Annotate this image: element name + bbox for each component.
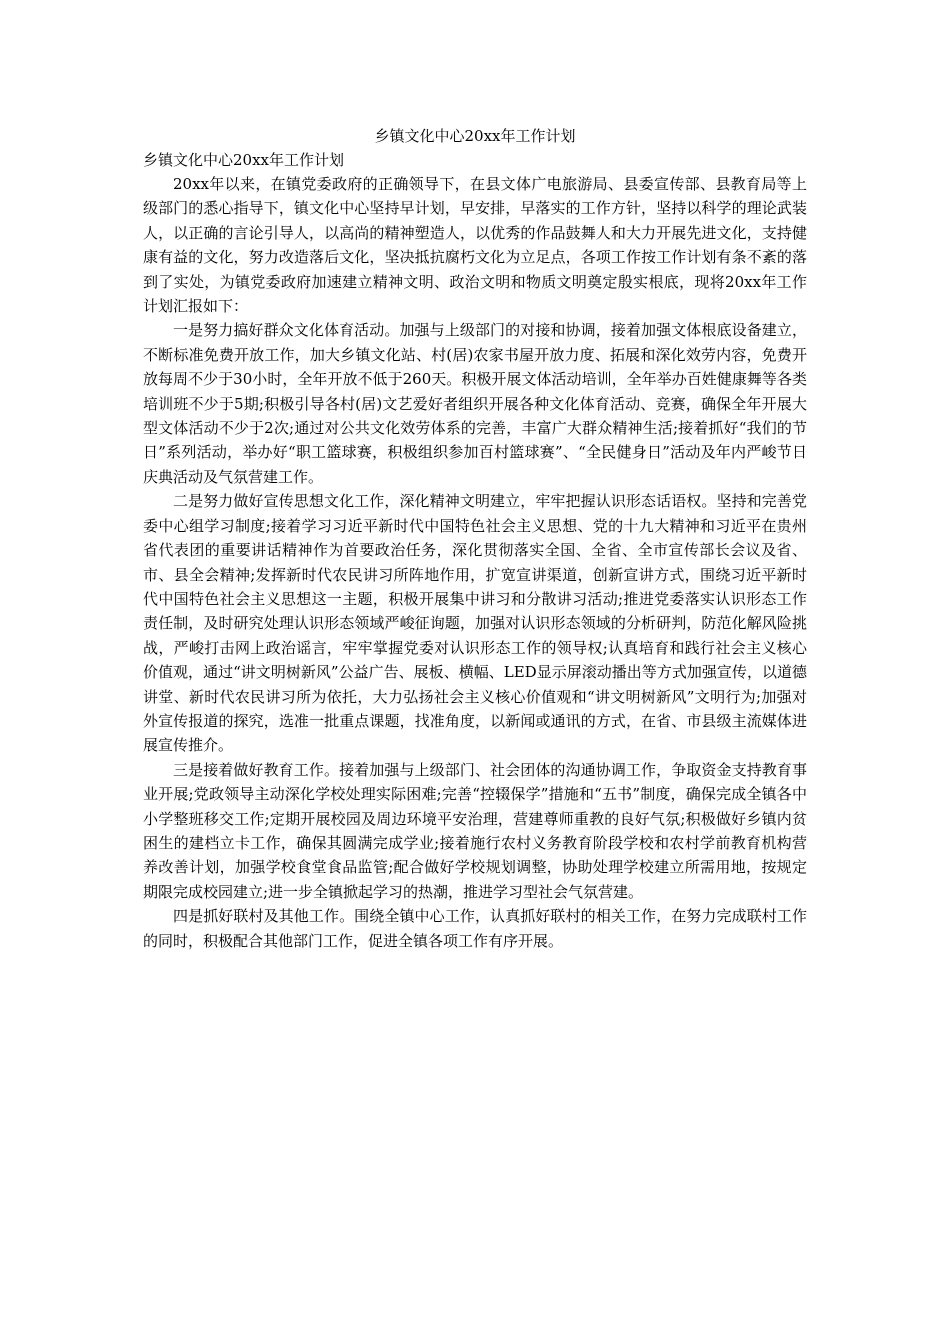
section-three-paragraph: 三是接着做好教育工作。接着加强与上级部门、社会团体的沟通协调工作，争取资金支持教育事业开展;党政领导主动深化学校处理实际困难;完善“控辍保学”措施和“五书”制度，确保完成全镇各中小学整班移交工作;定期开展校园及周边环境平安治理，营建尊师重教的良好气氛;积极做好乡镇内贫困生的建档立卡工作，确保其圆满完成学业;接着施行农村义务教育阶段学校和农村学前教育机构营养改善计划，加强学校食堂食品监管;配合做好学校规划调整，协助处理学校建立所需用地，按规定期限完成校园建立;进一步全镇掀起学习的热潮，推进学习型社会气氛营建。 [143, 760, 807, 901]
section-one-paragraph: 一是努力搞好群众文化体育活动。加强与上级部门的对接和协调，接着加强文体根底设备建立，不断标准免费开放工作，加大乡镇文化站、村(居)农家书屋开放力度、拓展和深化效劳内容，免费开放每周不少于30小时，全年开放不低于260天。积极开展文体活动培训，全年举办百姓健康舞等各类培训班不少于5期;积极引导各村(居)文艺爱好者组织开展各种文化体育活动、竞赛，确保全年开展大型文体活动不少于2次;通过对公共文化效劳体系的完善，丰富广大群众精神生活;接着抓好“我们的节日”系列活动，举办好“职工篮球赛，积极组织参加百村篮球赛”、“全民健身日”活动及年内严峻节日庆典活动及气氛营建工作。 [143, 321, 807, 486]
document-page [143, 124, 807, 953]
document-title: 乡镇文化中心20xx年工作计划 [374, 127, 576, 145]
section-four-paragraph: 四是抓好联村及其他工作。围绕全镇中心工作，认真抓好联村的相关工作，在努力完成联村工作的同时，积极配合其他部门工作，促进全镇各项工作有序开展。 [143, 907, 807, 950]
section-two-paragraph: 二是努力做好宣传思想文化工作，深化精神文明建立，牢牢把握认识形态话语权。坚持和完善党委中心组学习制度;接着学习习近平新时代中国特色社会主义思想、党的十九大精神和习近平在贵州省代表团的重要讲话精神作为首要政治任务，深化贯彻落实全国、全省、全市宣传部长会议及省、市、县全会精神;发挥新时代农民讲习所阵地作用，扩宽宣讲渠道，创新宣讲方式，围绕习近平新时代中国特色社会主义思想这一主题，积极开展集中讲习和分散讲习活动;推进党委落实认识形态工作责任制，及时研究处理认识形态领域严峻征询题，加强对认识形态领域的分析研判，防范化解风险挑战，严峻打击网上政治谣言，牢牢掌握党委对认识形态工作的领导权;认真培育和践行社会主义核心价值观，通过“讲文明树新风”公益广告、展板、横幅、LED显示屏滚动播出等方式加强宣传，以道德讲堂、新时代农民讲习所为依托，大力弘扬社会主义核心价值观和“讲文明树新风”文明行为;加强对外宣传报道的探究，选准一批重点课题，找准角度，以新闻或通讯的方式，在省、市县级主流媒体进展宣传推介。 [143, 492, 807, 755]
document-subtitle: 乡镇文化中心20xx年工作计划 [143, 151, 345, 169]
intro-paragraph: 20xx年以来，在镇党委政府的正确领导下，在县文体广电旅游局、县委宣传部、县教育局等上级部门的悉心指导下，镇文化中心坚持早计划，早安排，早落实的工作方针，坚持以科学的理论武装人，以正确的言论引导人，以高尚的精神塑造人，以优秀的作品鼓舞人和大力开展先进文化，支持健康有益的文化，努力改造落后文化，坚决抵抗腐朽文化为立足点，各项工作按工作计划有条不紊的落到了实处，为镇党委政府加速建立精神文明、政治文明和物质文明奠定殷实根底，现将20xx年工作计划汇报如下： [143, 175, 807, 316]
